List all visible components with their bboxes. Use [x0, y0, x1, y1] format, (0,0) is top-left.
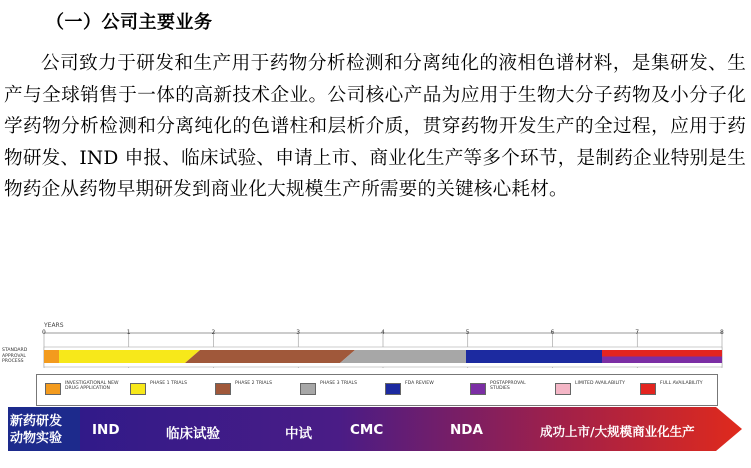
year-tick-label: 2: [211, 329, 216, 336]
legend-item: [45, 381, 124, 399]
legend-label: FDA REVIEW: [405, 381, 434, 386]
years-label: YEARS: [44, 322, 64, 329]
legend-item: [470, 381, 549, 399]
year-tick-label: 8: [720, 329, 724, 336]
legend-swatch: [640, 383, 656, 395]
legend-label: PHASE 3 TRIALS: [320, 381, 357, 386]
legend-swatch: [385, 383, 401, 395]
business-paragraph: 公司致力于研发和生产用于药物分析检测和分离纯化的液相色谱材料，是集研发、生产与全球销售于一体的高新技术企业。公司核心产品为应用于生物大分子药物及小分子化学药物分析检测和分离纯化的色谱柱和层析介质，贯穿药物开发生产的全过程，应用于药物研发、IND 申报、临床试验、申请上市、商业化生产等多个环节，是制药企业特别是生物药企从药物早期研发到商业化大规模生产所需要的关键核心耗材。: [4, 53, 746, 201]
legend-label: LIMITED AVAILABILITY: [575, 381, 625, 386]
drug-approval-figure: [0, 318, 751, 468]
legend-label: PHASE 1 TRIALS: [150, 381, 187, 386]
legend-label: INVESTIGATIONAL NEW DRUG APPLICATION: [65, 381, 119, 392]
stage-cmc: CMC: [350, 422, 384, 438]
year-tick-label: 0: [42, 329, 46, 336]
legend-item: [640, 381, 719, 399]
section-title: （一）公司主要业务: [46, 12, 213, 33]
phase2-segment: [185, 350, 355, 363]
legend-item: [385, 381, 464, 399]
legend-label: FULL AVAILABILITY: [660, 381, 703, 386]
year-tick-label: 1: [126, 329, 131, 336]
fda-review-segment: [466, 350, 602, 363]
phase3-segment: [340, 350, 466, 363]
legend-swatch: [555, 383, 571, 395]
legend-item: [300, 381, 379, 399]
ind-segment: [44, 350, 59, 363]
stage-drug-discovery: 新药研发 动物实验: [10, 414, 63, 446]
full-availability-segment: [602, 350, 722, 357]
stage-pilot: 中试: [285, 426, 312, 442]
legend-item: [215, 381, 294, 399]
standard-process-label: STANDARD APPROVAL PROCESS: [2, 348, 28, 364]
year-tick-label: 6: [550, 329, 555, 336]
year-tick-label: 4: [381, 329, 385, 336]
stage-ind: IND: [92, 422, 120, 438]
year-tick-label: 3: [296, 329, 301, 336]
year-tick-label: 7: [635, 329, 640, 336]
legend-swatch: [470, 383, 486, 395]
legend-swatch: [130, 383, 146, 395]
legend-item: [130, 381, 209, 399]
postapproval-segment: [602, 357, 722, 364]
stage-nda: NDA: [450, 422, 483, 438]
phase1-segment: [59, 350, 200, 363]
stage-commercial-production: 成功上市/大规模商业化生产: [540, 424, 695, 439]
stage-clinical-trials: 临床试验: [166, 426, 220, 442]
legend-swatch: [300, 383, 316, 395]
legend-label: POSTAPPROVAL STUDIES: [490, 381, 526, 392]
year-tick-label: 5: [465, 329, 470, 336]
legend-swatch: [45, 383, 61, 395]
legend: [36, 374, 718, 406]
pipeline-stages: [0, 407, 751, 457]
legend-swatch: [215, 383, 231, 395]
legend-label: PHASE 2 TRIALS: [235, 381, 272, 386]
legend-item: [555, 381, 634, 399]
